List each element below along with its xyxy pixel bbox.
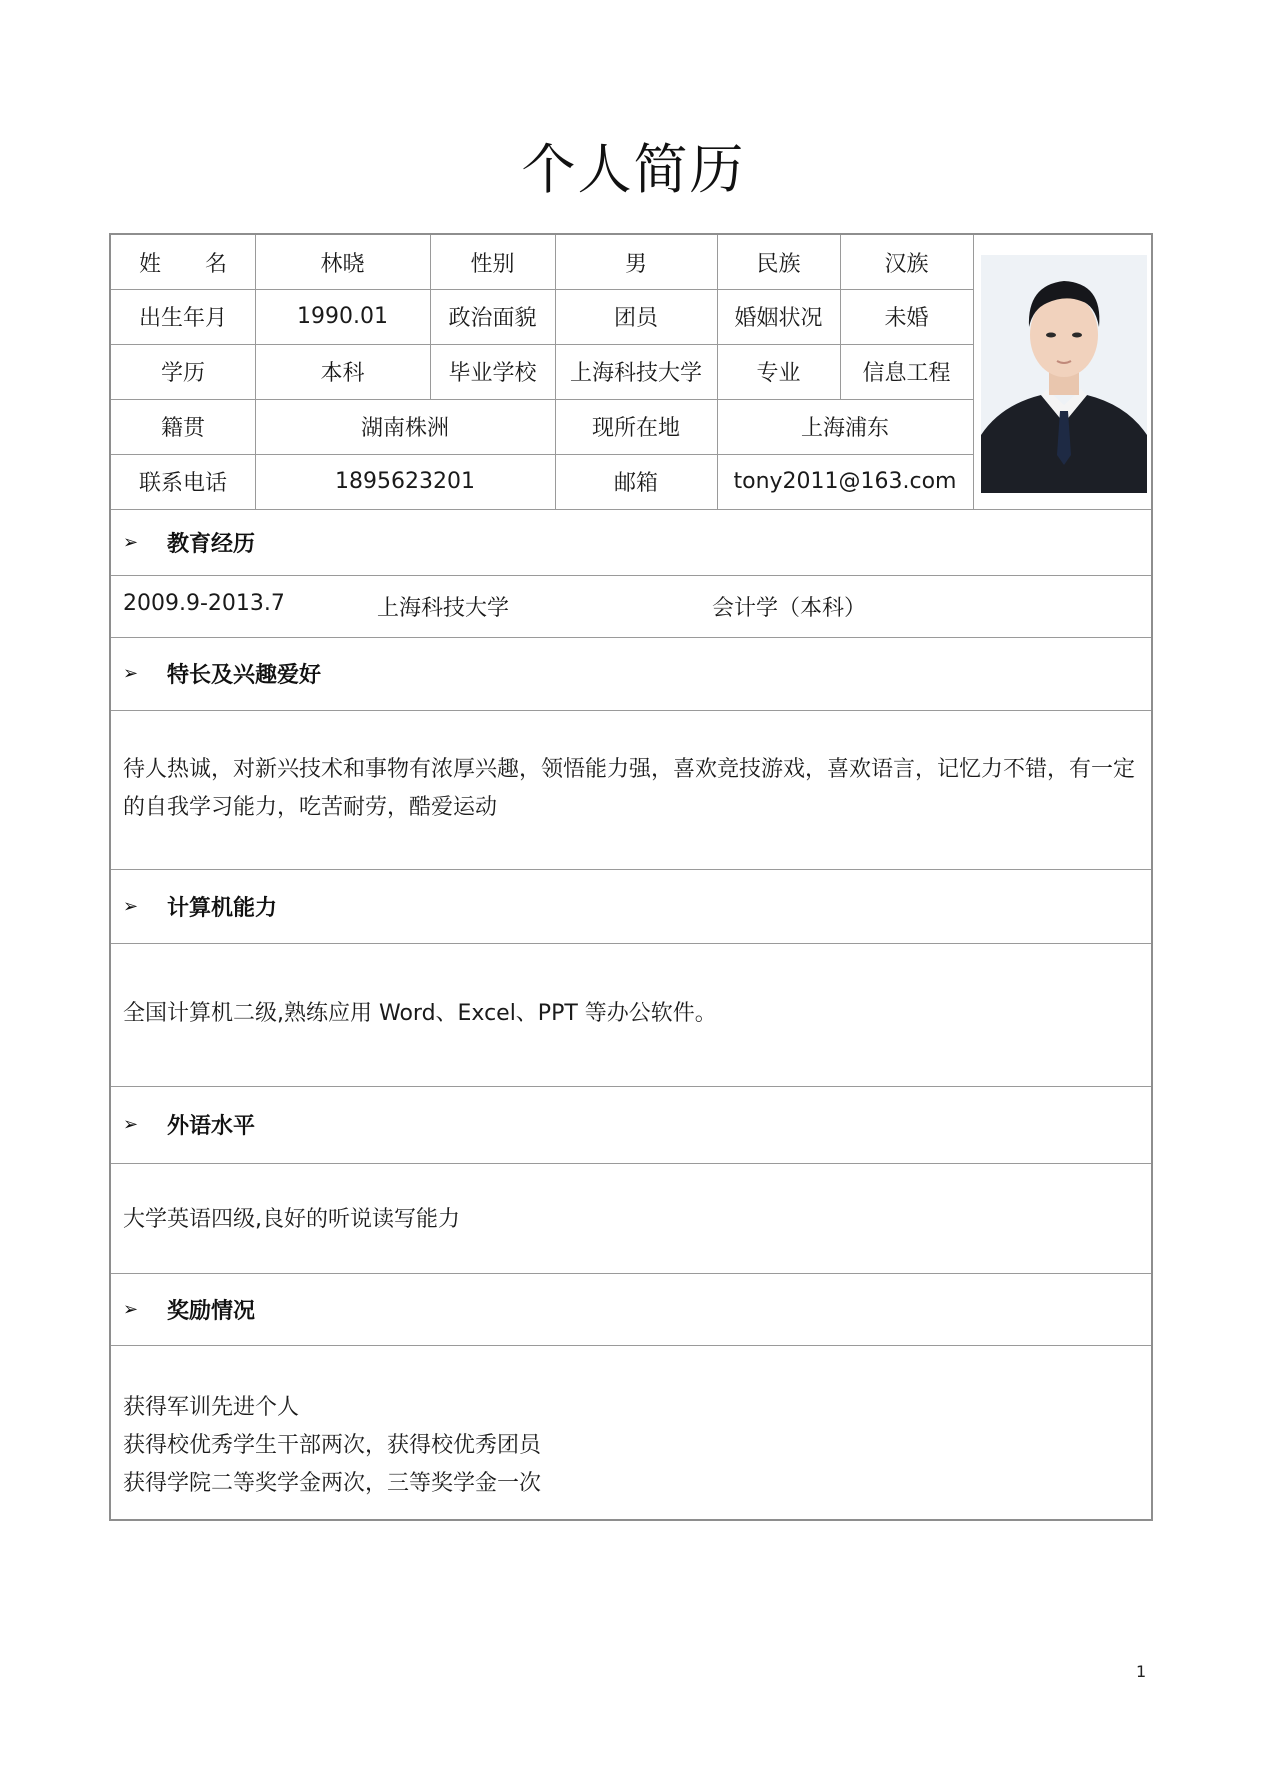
awards-text [123,1389,1141,1503]
section-header-language [111,1086,1151,1163]
text-line: 获得学院二等奖学金两次，三等奖学金一次 [123,1471,542,1496]
email-label: 邮箱 [613,471,658,496]
arrowhead-bullet-icon: ➢ [123,531,139,553]
ethnicity-value: 汉族 [884,251,929,277]
arrowhead-bullet-icon: ➢ [123,663,139,684]
text-line: 的自我学习能力，吃苦耐劳，酷爱运动 [123,795,498,820]
graduate-school-label: 毕业学校 [448,361,537,386]
section-title: 特长及兴趣爱好 [167,663,322,688]
text-line: 获得军训先进个人 [123,1395,300,1420]
section-title: 外语水平 [167,1114,256,1139]
name-value: 林晓 [320,251,365,277]
grid-line [111,1345,1151,1346]
arrowhead-bullet-icon: ➢ [123,895,139,917]
section-title: 奖励情况 [167,1298,256,1324]
section-header-hobbies [111,637,1151,710]
major-label: 专业 [756,361,801,386]
gender-value: 男 [624,251,647,277]
marital-status-value: 未婚 [884,306,929,331]
section-header-awards [111,1273,1151,1345]
section-title: 教育经历 [167,531,256,557]
political-status-label: 政治面貌 [448,306,537,331]
education-period: 2009.9-2013.7 [123,591,285,616]
grid-line [111,943,1151,944]
computer-skills-text: 全国计算机二级,熟练应用 Word、Excel、PPT 等办公软件。 [123,1001,717,1026]
section-header-education [111,509,1151,575]
section-header-computer-skills [111,869,1151,943]
education-entry [111,591,1151,621]
text-line: 获得校优秀学生干部两次，获得校优秀团员 [123,1433,542,1458]
arrowhead-bullet-icon: ➢ [123,1298,139,1320]
page-number: 1 [1136,1662,1147,1681]
hometown-label: 籍贯 [160,416,205,441]
hobbies-text [123,751,1141,827]
email-value: tony2011@163.com [733,469,957,494]
page-title: 个人简历 [521,138,746,201]
name-label [111,235,255,289]
phone-value: 1895623201 [335,469,475,494]
education-school: 上海科技大学 [377,596,510,621]
grid-line [111,1163,1151,1164]
grid-line [973,235,974,509]
birth-label: 出生年月 [138,306,227,331]
name-label-char-2: 名 [205,251,228,277]
birth-value: 1990.01 [297,304,388,329]
grid-line [111,575,1151,576]
graduate-school-value: 上海科技大学 [569,361,702,386]
hometown-value: 湖南株洲 [360,416,449,441]
section-title: 计算机能力 [167,895,278,921]
education-level-value: 本科 [320,361,365,386]
language-text: 大学英语四级,良好的听说读写能力 [123,1207,460,1232]
phone-label: 联系电话 [138,471,227,496]
gender-label: 性别 [470,251,515,277]
current-location-value: 上海浦东 [800,416,889,441]
avatar [981,255,1147,493]
education-level-label: 学历 [160,361,205,386]
resume-table [109,233,1153,1521]
political-status-value: 团员 [613,306,658,331]
ethnicity-label: 民族 [756,251,801,277]
current-location-label: 现所在地 [591,416,680,441]
major-value: 信息工程 [862,361,951,386]
portrait-photo [981,255,1147,493]
text-line: 待人热诚，对新兴技术和事物有浓厚兴趣，领悟能力强，喜欢竞技游戏，喜欢语言，记忆力不错，有一定 [123,757,1136,782]
education-major: 会计学（本科） [712,596,867,621]
marital-status-label: 婚姻状况 [734,306,823,331]
arrowhead-bullet-icon: ➢ [123,1114,139,1135]
name-label-char-1: 姓 [138,251,161,277]
grid-line [111,710,1151,711]
